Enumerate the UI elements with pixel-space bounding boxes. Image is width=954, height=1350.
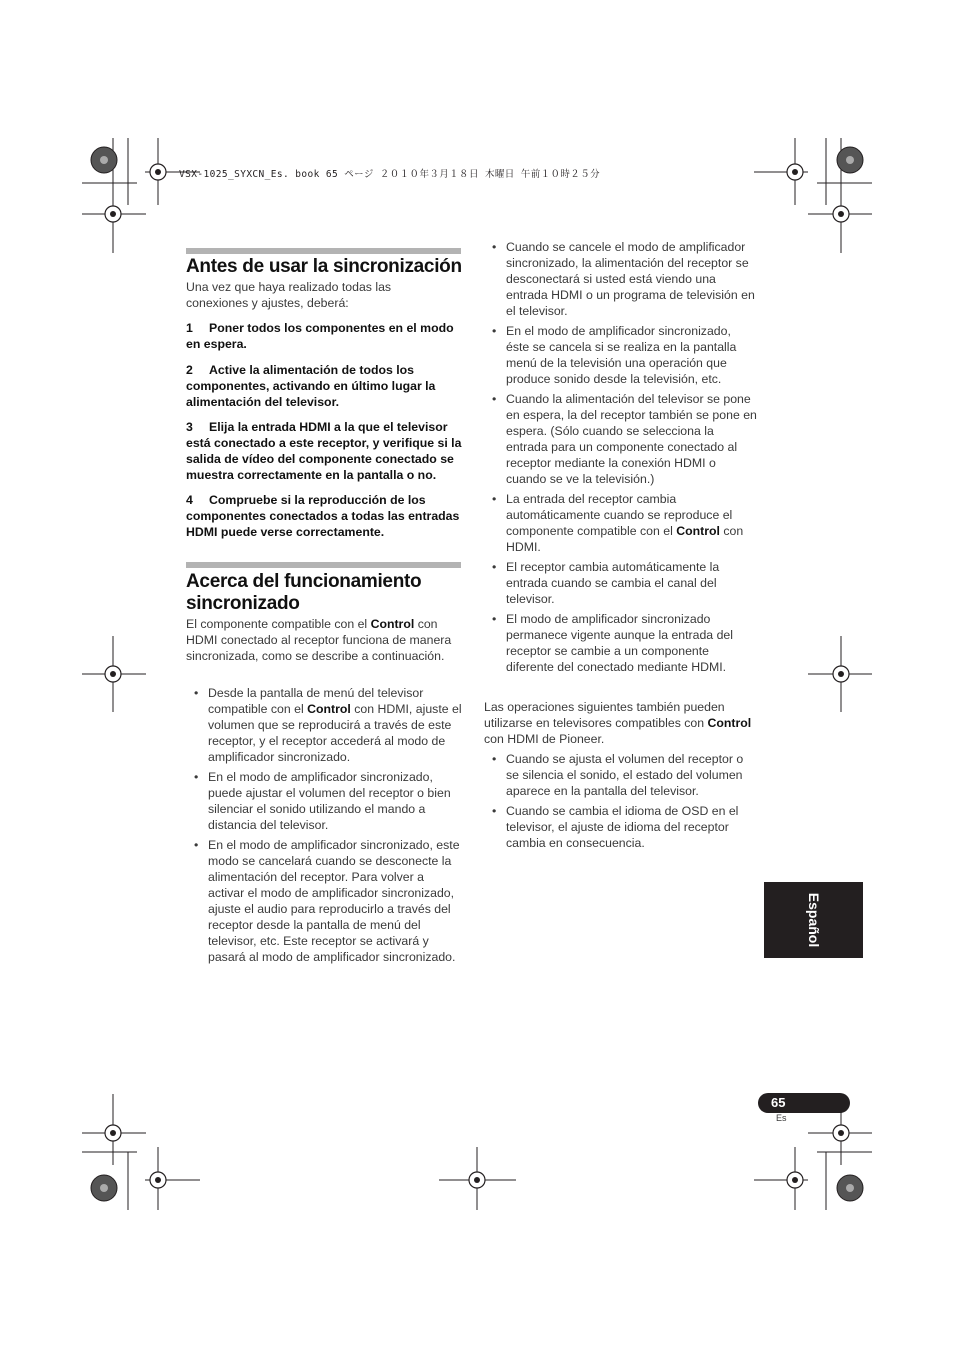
step-3	[186, 419, 462, 483]
list-item: • En el modo de amplificador sincronizado, este modo se cancelará cuando se desconecte la alimentación del receptor. Para volver a activar el modo de amplificador sincronizado, ajuste el audio para reproducirlo a través del receptor desde la pantalla de menú del televisor, etc. Este receptor se activará y pasará al modo de amplificador sincronizado.	[186, 837, 462, 965]
print-header-line: VSX-1025_SYXCN_Es. book 65 ページ ２０１０年３月１８日 木曜日 午前１０時２５分	[179, 169, 600, 180]
step-number: 4	[186, 493, 193, 507]
section-intro: El componente compatible con el Control con HDMI conectado al receptor funciona de manera sincronizada, como se describe a continuación.	[186, 617, 452, 663]
section-rule	[186, 248, 461, 254]
section-intro: Una vez que haya realizado todas las conexiones y ajustes, deberá:	[186, 280, 392, 310]
language-tab-label: Español	[805, 892, 822, 948]
bullet-list-right	[484, 239, 757, 675]
language-side-tab	[764, 882, 863, 958]
list-item: • En el modo de amplificador sincronizado, éste se cancela si se realiza en la pantalla menú de la televisión una operación que produce sonido desde la televisión, etc.	[484, 323, 757, 387]
control-keyword: Control	[370, 617, 415, 631]
list-item: • El receptor cambia automáticamente la entrada cuando se cambia el canal del televisor.	[484, 559, 757, 607]
step-number: 2	[186, 363, 193, 377]
step-2	[186, 362, 462, 410]
page-number: 65	[771, 1095, 786, 1110]
step-number: 1	[186, 321, 193, 335]
list-item: • Cuando se ajusta el volumen del receptor o se silencia el sonido, el estado del volumen aparece en la pantalla del televisor.	[484, 751, 757, 799]
bullet-list-left	[186, 685, 462, 965]
section-title-antes: Antes de usar la sincronización	[186, 256, 462, 277]
list-item: • En el modo de amplificador sincronizado, puede ajustar el volumen del receptor o bien silenciar el sonido utilizando el mando a distancia del televisor.	[186, 769, 462, 833]
step-1	[186, 320, 462, 352]
step-text: Active la alimentación de todos los componentes, activando en último lugar la alimentación del televisor.	[186, 363, 436, 409]
list-item: • El modo de amplificador sincronizado permanece vigente aunque la entrada del receptor se cambie a un componente diferente del conectado mediante HDMI.	[484, 611, 757, 675]
step-text: Elija la entrada HDMI a la que el televisor está conectado a este receptor, y verifique si la salida de vídeo del componente conectado se muestra correctamente en la pantalla o no.	[186, 420, 462, 482]
control-keyword: Control	[307, 702, 351, 716]
list-item: • Cuando se cambia el idioma de OSD en el televisor, el ajuste de idioma del receptor cambia en consecuencia.	[484, 803, 757, 851]
bullet-list-pioneer	[484, 751, 757, 851]
page-number-badge	[758, 1093, 850, 1113]
list-item: • Cuando la alimentación del televisor se pone en espera, la del receptor también se pone en espera. (Sólo cuando se selecciona la entrada para un componente conectado al receptor mediante la conexión HDMI o cuando se ve la televisión.)	[484, 391, 757, 487]
step-text: Compruebe si la reproducción de los componentes conectados a todas las entradas HDMI puede verse correctamente.	[186, 493, 460, 539]
step-text: Poner todos los componentes en el modo en espera.	[186, 321, 454, 351]
list-item: • La entrada del receptor cambia automáticamente cuando se reproduce el componente compatible con el Control con HDMI.	[484, 491, 757, 555]
control-keyword: Control	[707, 716, 752, 730]
list-item: • Desde la pantalla de menú del televisor compatible con el Control con HDMI, ajuste el volumen que se reproducirá a través de este receptor, y el receptor accederá al modo de amplificador sincronizado.	[186, 685, 462, 765]
control-keyword: Control	[676, 524, 720, 538]
page-lang-code: Es	[776, 1113, 787, 1123]
step-4	[186, 492, 462, 540]
list-item: • Cuando se cancele el modo de amplificador sincronizado, la alimentación del receptor se desconectará si usted está viendo una entrada HDMI o un programa de televisión en el televisor.	[484, 239, 757, 319]
pioneer-paragraph: Las operaciones siguientes también pueden utilizarse en televisores compatibles con Control con HDMI de Pioneer.	[484, 700, 752, 746]
step-number: 3	[186, 420, 193, 434]
section-title-acerca: Acerca del funcionamiento sincronizado	[186, 571, 422, 614]
section-rule	[186, 562, 461, 568]
